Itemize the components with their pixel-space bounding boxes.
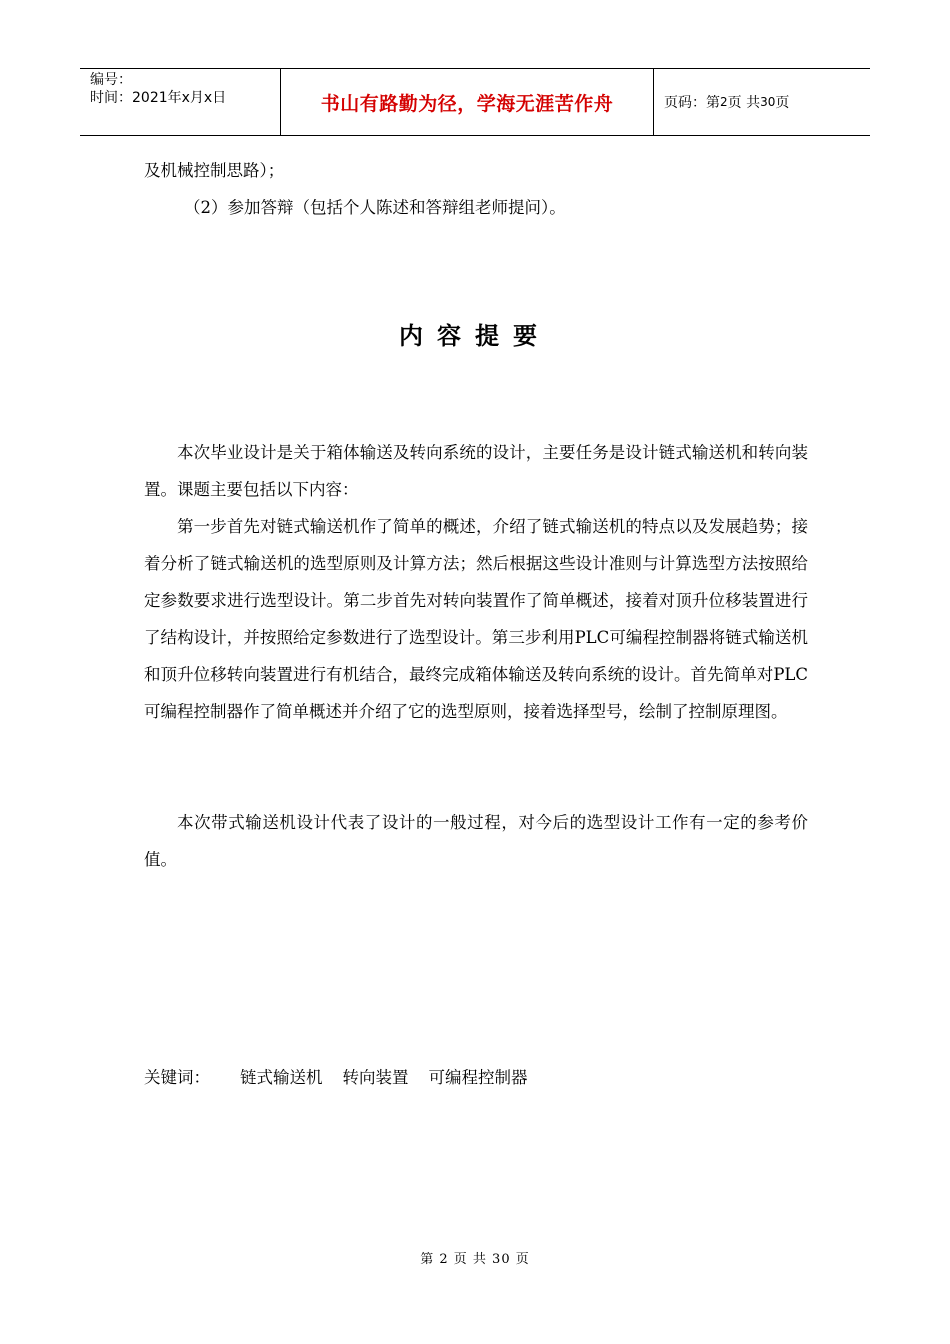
page-mid-label: 页 共: [727, 95, 761, 111]
page-number: 2: [720, 95, 728, 109]
continued-text-line: 及机械控制思路）；: [144, 161, 285, 180]
document-number-label: 编号：: [90, 72, 132, 88]
header-page-info: [654, 69, 870, 135]
keyword-item: 链式输送机: [240, 1068, 323, 1087]
header-meta: [80, 69, 281, 135]
page-header: [80, 68, 870, 136]
defense-item-line: （2）参加答辩（包括个人陈述和答辩组老师提问）。: [184, 198, 566, 217]
header-motto: 书山有路勤为径，学海无涯苦作舟: [281, 69, 654, 135]
keyword-item: 可编程控制器: [428, 1068, 528, 1087]
abstract-paragraph-2: 第一步首先对链式输送机作了简单的概述，介绍了链式输送机的特点以及发展趋势；接着分析了链式输送机的选型原则及计算方法；然后根据这些设计准则与计算选型方法按照给定参数要求进行选型设计。第二步首先对转向装置作了简单概述，接着对顶升位移装置进行了结构设计，并按照给定参数进行了选型设计。第三步利用PLC可编程控制器将链式输送机和顶升位移转向装置进行有机结合，最终完成箱体输送及转向系统的设计。首先简单对PLC可编程控制器作了简单概述并介绍了它的选型原则，接着选择型号，绘制了控制原理图。: [144, 517, 808, 721]
keyword-item: 转向装置: [342, 1068, 409, 1087]
abstract-paragraph-3: 本次带式输送机设计代表了设计的一般过程，对今后的选型设计工作有一定的参考价值。: [144, 813, 808, 869]
page-total: 30: [760, 95, 776, 109]
keywords: [144, 1064, 548, 1088]
document-date: 时间：2021年x月x日: [90, 90, 227, 106]
page-label: 页码：第: [664, 95, 720, 111]
keywords-label: 关键词：: [144, 1068, 210, 1087]
abstract-paragraph-1: 本次毕业设计是关于箱体输送及转向系统的设计，主要任务是设计链式输送机和转向装置。课题主要包括以下内容：: [144, 443, 808, 499]
section-title: 内容提要: [399, 321, 551, 350]
page-footer: 第 2 页 共 30 页: [420, 1252, 530, 1267]
page-end-label: 页: [775, 95, 790, 111]
